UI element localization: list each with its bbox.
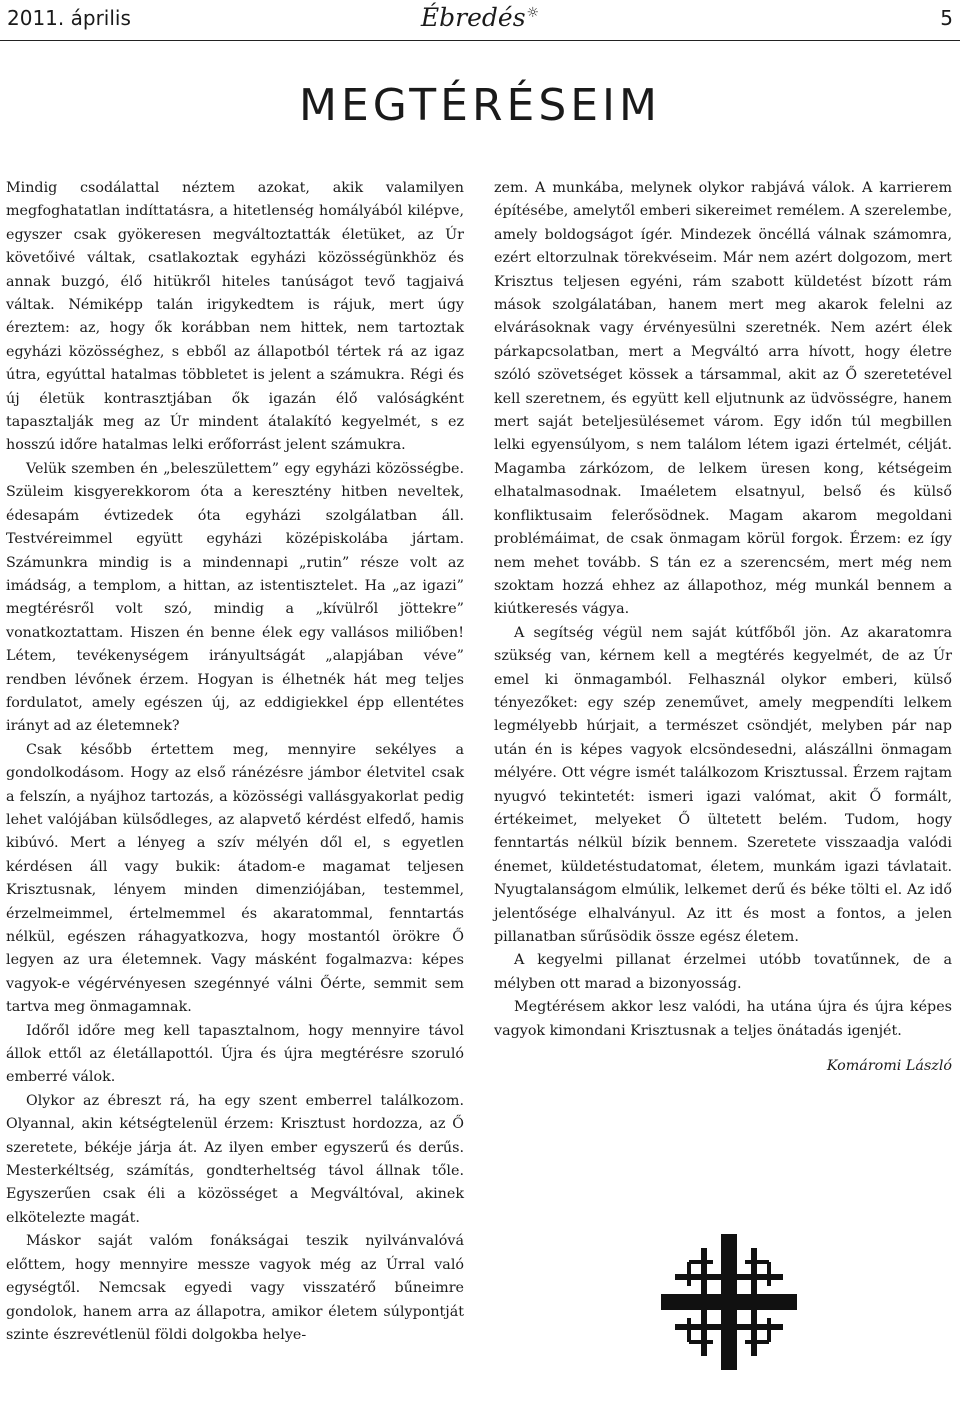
author-signature: Komáromi László bbox=[826, 1058, 952, 1075]
cross-ornament-icon bbox=[661, 1234, 797, 1374]
paragraph: A segítség végül nem saját kútfőből jön. Az akaratomra szükség van, kérnem kell a megtérés kegyelmét, de az Úr emel ki önmagamból. Felhasznál olykor emberi, külső tényezőket: egy szép zeneművet, amely megpendíti lelkem legmélyebb húrjait, a természet csöndjét, melyben pár nap után én is képes vagyok elcsöndesedni, alászállni önmagam mélyére. Ott végre ismét találkozom Krisztussal. Érzem rajtam nyugvó tekintetét: ismeri igazi valómat, akit Ő formált, értékeimet, melyeket Ő ültetett belém. Tudom, hogy fenntartás nélkül bízik bennem. Szeretete visszaadja valódi énemet, küldetéstudatomat, életem, munkám igazi távlatait. Nyugtalanságom elmúlik, lelkemet derű és béke tölti el. Az idő jelentősége elhalványul. Az itt és most a fontos, a jelen pillanatban sűrűsödik össze egész életem. bbox=[494, 624, 952, 945]
paragraph: Velük szemben én „beleszülettem” egy egyházi közösségbe. Szüleim kisgyerekkorom óta a keresztény hitben neveltek, édesapám évtizedek óta egyházi szolgálatban áll. Testvéreimmel együtt egyházi középiskolába jártam. Számunkra mindig is a mindennapi „rutin” része volt az imádság, a templom, a hittan, az istentisztelet. Ha „az igazi” megtérésről volt szó, mindig a „kívülről jöttekre” vonatkoztattam. Hiszen én benne élek egy vallásos miliőben! Létem, tevékenységem irányultságát „alapjában véve” rendben lévőnek érzem. Hogyan is élhetnék hát meg teljes fordulatot, amely egészen új, az eddigiekkel épp ellentétes irányt ad az életemnek? bbox=[6, 460, 464, 735]
page-number: 5 bbox=[940, 6, 953, 30]
paragraph: Olykor az ébreszt rá, ha egy szent emberrel találkozom. Olyannal, akin kétségtelenül érzem: Krisztust hordozza, az Ő szeretete, békéje járja át. Az ilyen ember egyszerű és derűs. Mesterkéltség, számítás, gondterheltség távol állnak tőle. Egyszerűen csak éli a közösséget a Megváltóval, akinek elkötelezte magát. bbox=[6, 1092, 464, 1226]
page-header bbox=[0, 0, 960, 41]
article-column-right bbox=[494, 177, 952, 1078]
paragraph: Időről időre meg kell tapasztalnom, hogy mennyire távol állok ettől az életállapottól. Újra és újra megtérésre szoruló emberré válok. bbox=[6, 1022, 464, 1086]
paragraph: Megtérésem akkor lesz valódi, ha utána újra és újra képes vagyok kimondani Krisztusnak a teljes önátadás igenjét. bbox=[494, 999, 952, 1039]
magazine-title-text: Ébredés bbox=[420, 3, 526, 32]
paragraph: zem. A munkába, melynek olykor rabjává válok. A karrierem építésébe, amelytől emberi sikereimet remélem. A szerelembe, amely boldogságot ígér. Mindezek öncéllá válnak számomra, ezért eltorzulnak törekvéseim. Már nem azért dolgozom, mert Krisztus teljesen egyéni, rám szabott küldetést bízott rám mások szolgálatában, hanem mert meg akarok felelni az elvárásoknak vagy érvényesülni szeretnék. Nem azért élek párkapcsolatban, mert a Megváltó arra hívott, hogy életre szóló szövetséget kössek a társammal, akit az Ő szeretetével kell szeretnem, és együtt kell eljutnunk az üdvösségre, hanem mert saját beteljesülésemet várom. Egy időn túl megbillen lelki egyensúlyom, s nem találom létem igazi értelmét, célját. Magamba zárkózom, de lelkem üresen kong, kétségeim elhatalmasodnak. Imaéletem elsatnyul, belső és külső konfliktusaim felerősödnek. Magam akarom megoldani problémáimat, de csak önmagam körül forgok. Érzem: ez így nem mehet tovább. S tán ez a szerencsém, mert még nem szoktam hozzá ehhez az állapothoz, még munkál bennem a kiútkeresés vágya. bbox=[494, 180, 952, 618]
article-column-left bbox=[6, 177, 464, 1347]
issue-date: 2011. április bbox=[7, 6, 131, 30]
paragraph: Csak később értettem meg, mennyire sekélyes a gondolkodásom. Hogy az első ránézésre jámbor életvitel csak a felszín, a nyájhoz tartozás, a közösségi vallásgyakorlat pedig lehet valójában külsődleges, az alapvető kérdést elfedő, hamis kibúvó. Mert a lényeg a szív mélyén dől el, s egyetlen kérdésen áll vagy bukik: átadom-e magamat teljesen Krisztusnak, lényem minden dimenziójában, testemmel, érzelmeimmel, értelmemmel és akaratommal, fenntartás nélkül, egészen ráhagyatkozva, hogy mostantól örökre Ő legyen az ura életemnek. Vagy másként fogalmazva: képes vagyok-e végérvényesen szegénnyé válni Őérte, semmit sem tartva meg önmagamnak. bbox=[6, 741, 464, 1016]
paragraph: Mindig csodálattal néztem azokat, akik valamilyen megfoghatatlan indíttatásra, a hitetlenség homályából kilépve, egyszer csak gyökeresen megváltoztatták életüket, az Úr követőivé váltak, csatlakoztak egyházi közösségünkhöz és annak buzgó, élő hitükről hiteles tanúságot tevő tagjaivá váltak. Némiképp talán irigykedtem is rájuk, mert úgy éreztem: az, hogy ők korábban nem hittek, nem tartoztak egyházi közösséghez, s ebből az állapotból tértek rá az igaz útra, egyúttal hatalmas többletet is jelent a számukra. Régi és új életük kontrasztjában ők igazán élő valóságként tapasztalják meg az Úr mindent átalakító kegyelmét, s ez hosszú időre hatalmas lelki erőforrást jelent számukra. bbox=[6, 180, 464, 454]
paragraph: Máskor saját valóm fonákságai teszik nyilvánvalóvá előttem, hogy mennyire messze vagyok még az Úrral való egységtől. Nemcsak egyedi vagy visszatérő bűneimre gondolok, hanem arra az állapotra, amikor életem súlypontját szinte észrevétlenül földi dolgokba helye- bbox=[6, 1233, 464, 1343]
paragraph: A kegyelmi pillanat érzelmei utóbb tovatűnnek, de a mélyben ott marad a bizonyosság. bbox=[494, 952, 952, 992]
magazine-title bbox=[0, 3, 960, 32]
sun-icon: ☼ bbox=[526, 4, 540, 21]
article-title: MEGTÉRÉSEIM bbox=[298, 80, 661, 131]
